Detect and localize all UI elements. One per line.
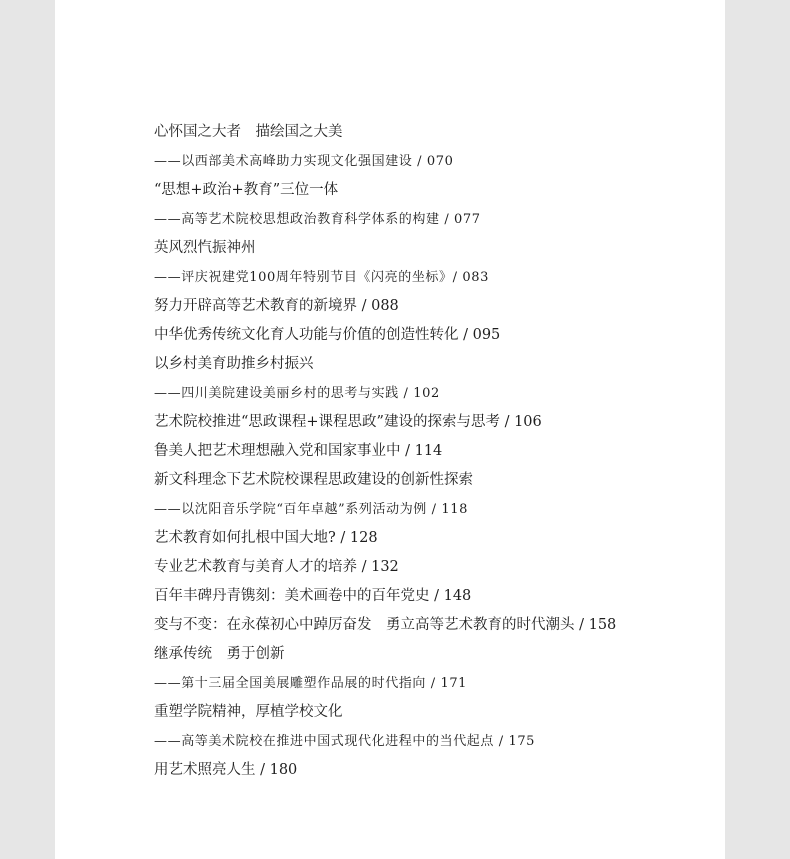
toc-entry-subtitle: ——以西部美术高峰助力实现文化强国建设 / 070 [154,154,454,169]
toc-entry-title: 变与不变：在永葆初心中踔厉奋发 勇立高等艺术教育的时代潮头 / 158 [154,617,617,633]
toc-entry-title: 重塑学院精神，厚植学校文化 [154,704,343,720]
toc-entry-subtitle: ——评庆祝建党100周年特别节目《闪亮的坐标》/ 083 [154,270,489,285]
toc-entry-title: 努力开辟高等艺术教育的新境界 / 088 [154,298,399,314]
table-of-contents [154,118,714,785]
toc-entry-title: “思想+政治+教育”三位一体 [154,182,339,198]
toc-entry-title: 中华优秀传统文化育人功能与价值的创造性转化 / 095 [154,327,501,343]
toc-entry-title: 鲁美人把艺术理想融入党和国家事业中 / 114 [154,443,443,459]
toc-entry-subtitle: ——第十三届全国美展雕塑作品展的时代指向 / 171 [154,676,468,691]
toc-entry-title: 继承传统 勇于创新 [154,646,285,662]
toc-entry-title: 心怀国之大者 描绘国之大美 [154,124,343,140]
toc-entry-title: 用艺术照亮人生 / 180 [154,762,298,778]
toc-entry-subtitle: ——四川美院建设美丽乡村的思考与实践 / 102 [154,386,440,401]
toc-entry-title: 新文科理念下艺术院校课程思政建设的创新性探索 [154,472,473,488]
toc-entry-subtitle: ——高等艺术院校思想政治教育科学体系的构建 / 077 [154,212,481,227]
toc-entry-subtitle: ——以沈阳音乐学院“百年卓越”系列活动为例 / 118 [154,502,468,517]
document-page [55,0,725,859]
toc-entry-title: 以乡村美育助推乡村振兴 [154,356,314,372]
toc-entry-title: 专业艺术教育与美育人才的培养 / 132 [154,559,399,575]
toc-entry-title: 艺术教育如何扎根中国大地? / 128 [154,530,378,546]
toc-entry-title: 英风烈忾振神州 [154,240,256,256]
toc-entry-title: 艺术院校推进“思政课程+课程思政”建设的探索与思考 / 106 [154,414,542,430]
toc-entry-subtitle: ——高等美术院校在推进中国式现代化进程中的当代起点 / 175 [154,734,536,749]
toc-entry-title: 百年丰碑丹青镌刻：美术画卷中的百年党史 / 148 [154,588,472,604]
